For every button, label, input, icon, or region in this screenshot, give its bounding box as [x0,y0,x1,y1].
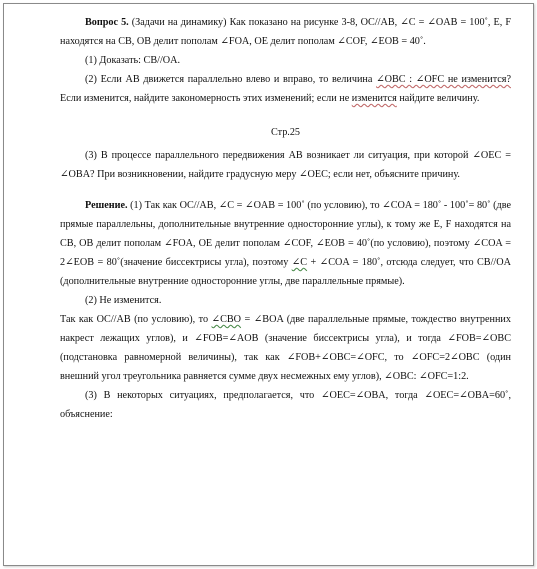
solution-part-2-text-c: = ∠BOA (две параллельные прямые, тождество внутренних накрест лежащих углов), и ∠FOB=∠AOB (значение биссектрисы угла), и тогда ∠FOB=∠OBC (подстановка равномерной величины), так как ∠FOB+∠OBC=∠OFC, то ∠OFC=2∠OBC (один внешний угол треугольника равняется сумме двух несмежных ему углов), ∠OBC: ∠OFC=1:2. [60,314,511,382]
question-part-2-text-e: найдите величину. [396,93,480,104]
solution-title: Решение. [85,200,128,211]
question-intro [60,13,511,51]
solution-part-1-text-b: ∠C [291,257,308,268]
solution-part-2-text-b: ∠CBO [211,314,242,325]
document-content [60,13,511,424]
document-page [3,3,534,566]
question-part-2 [60,70,511,108]
solution-part-2-text-a: Так как OC//AB (по условию), то [60,314,212,325]
question-part-2-text-b: ∠OBC : ∠OFC не изменится? [376,74,511,85]
solution-part-1-text-c: + ∠COA = 180˚, отсюда следует, что CB//OA (дополнительные внутренние односторонние углы, две параллельные прямые). [60,257,511,287]
solution-part-2-heading: (2) Не изменится. [85,295,162,306]
question-title: Вопрос 5. [85,17,129,28]
question-part-2-text-c: Если изменится, найдите закономерность этих изменений; если не [60,93,352,104]
question-part-2-text-d: изменится [351,93,397,104]
solution-part-1-text-a: (1) Так как OC//AB, ∠C = ∠OAB = 100˚ (по условию), то ∠COA = 180˚ - 100˚= 80˚ (две прямые параллельны, дополнительные внутренние односторонние углы), к тому же E, F находятся на CB, OB делит пополам ∠FOA, OE делит пополам ∠COF, ∠EOB = 40˚(по условию), поэтому ∠COA = 2∠EOB = 80˚(значение биссектрисы угла), поэтому [60,200,511,268]
page-number: Стр.25 [270,127,301,138]
question-part-3: (3) В процессе параллельного передвижения AB возникает ли ситуация, при которой ∠OEC = ∠OBA? При возникновении, найдите градусную меру ∠OEC; если нет, объясните причину. [60,150,511,180]
question-part-1: (1) Доказать: CB//OA. [85,55,181,66]
question-part-2-text-a: (2) Если AB движется параллельно влево и вправо, то величина [85,74,377,85]
question-text: (Задачи на динамику) Как показано на рисунке 3-8, OC//AB, ∠C = ∠OAB = 100˚, E, F находятся на CB, OB делит пополам ∠FOA, OE делит пополам ∠COF, ∠EOB = 40˚. [60,17,511,47]
solution-part-2 [60,310,511,386]
section-gap [60,184,511,196]
solution-part-1 [60,196,511,291]
solution-part-3: (3) В некоторых ситуациях, предполагается, что ∠OEC=∠OBA, тогда ∠OEC=∠OBA=60˚, объяснение: [60,390,511,420]
